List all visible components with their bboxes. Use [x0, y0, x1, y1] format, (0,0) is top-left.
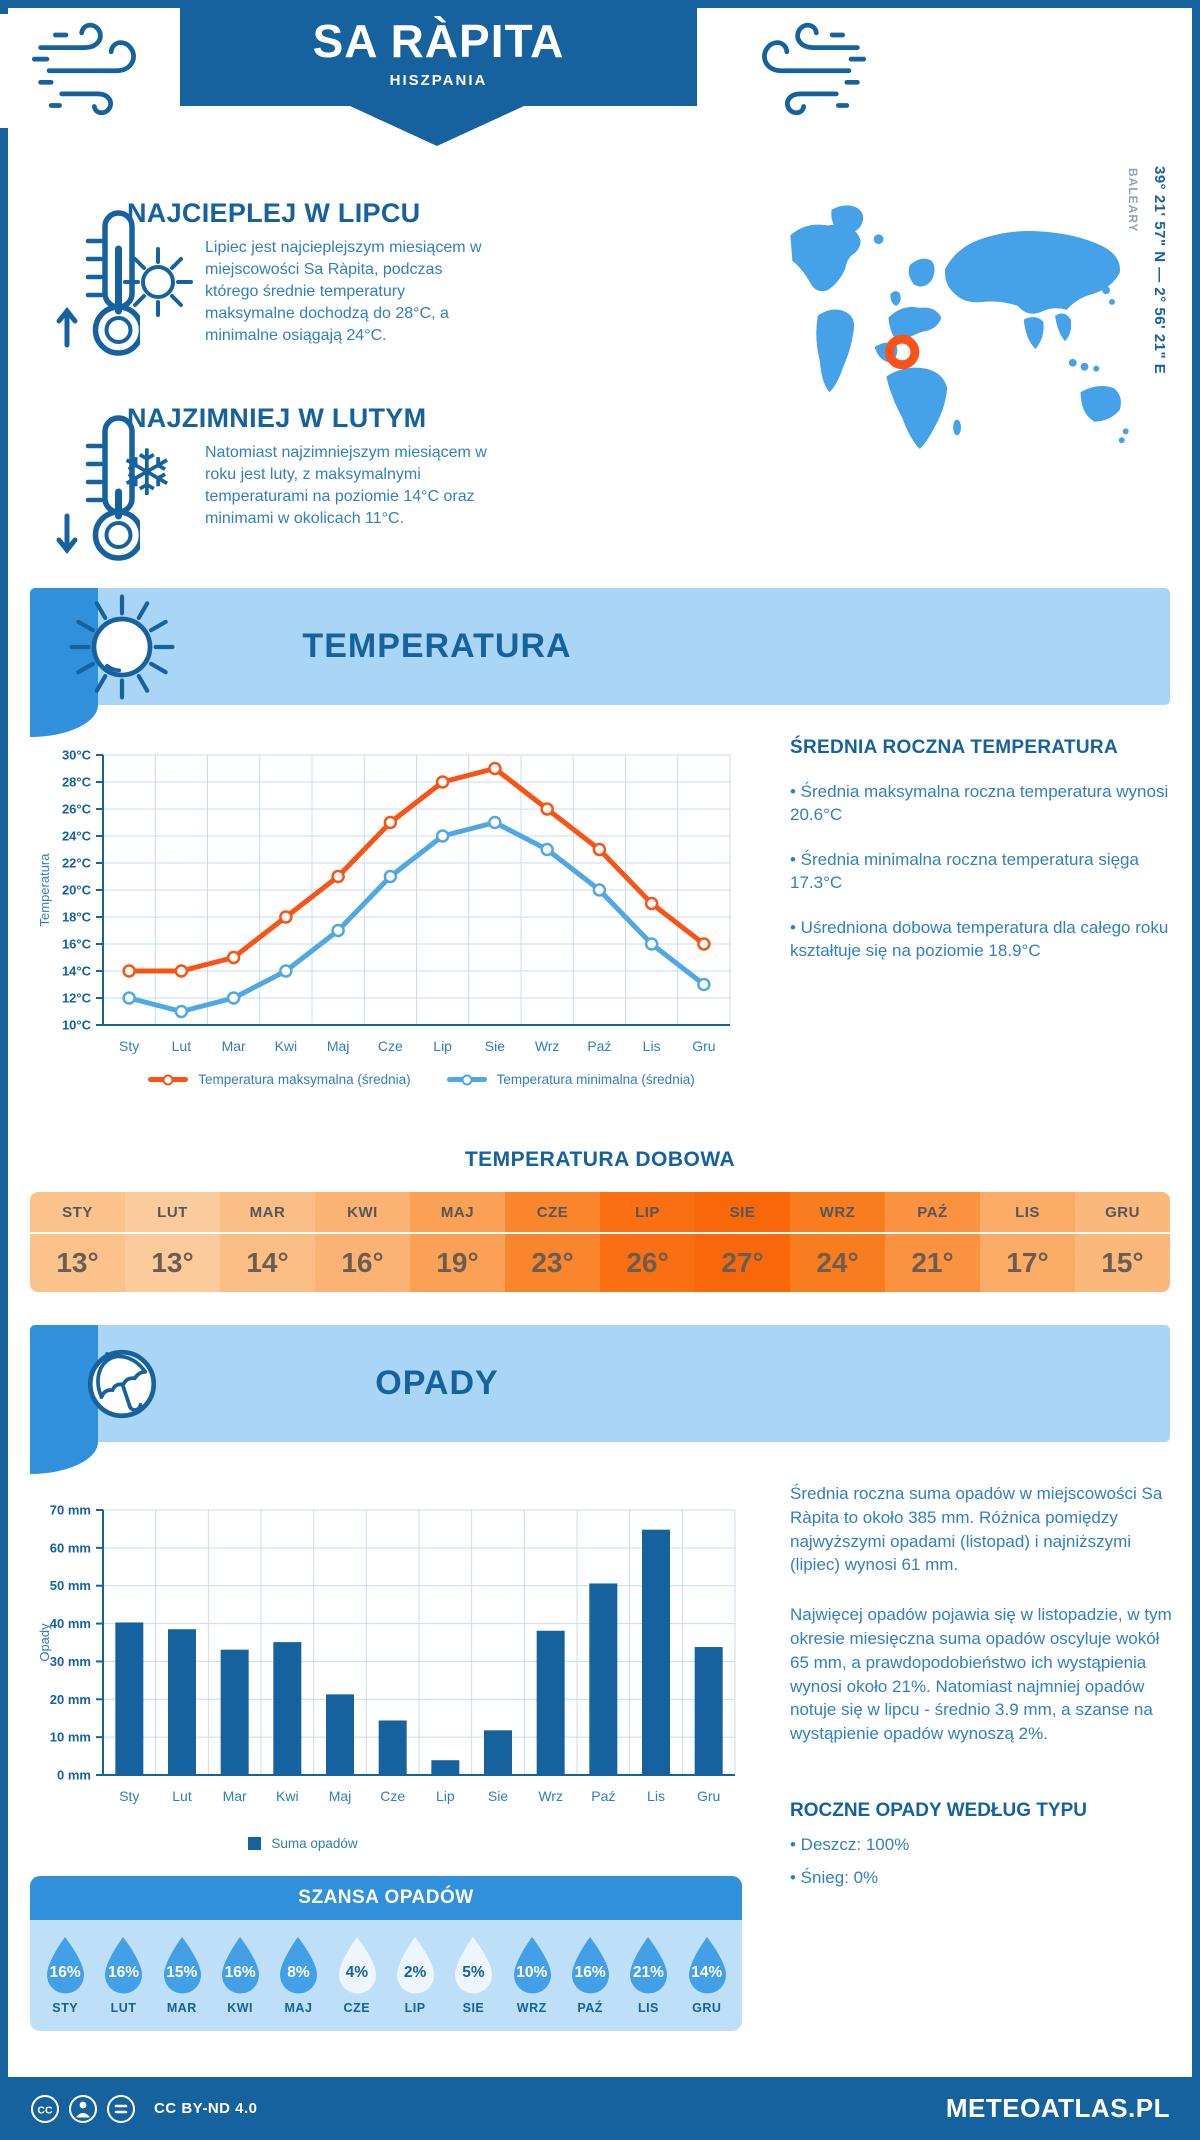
annual-bullet: • Średnia minimalna roczna temperatura sięga 17.3°C: [790, 849, 1139, 893]
y-tick-label: 50 mm: [49, 1578, 91, 1594]
chance-month: PAŹ: [577, 2001, 603, 2015]
data-point: [646, 939, 657, 950]
precip-chance-drop: [37, 1934, 93, 2015]
precipitation-paragraph: Średnia roczna suma opadów w miejscowości Sa Ràpita to około 385 mm. Różnica pomiędzy najwyższymi opadami (listopad) i najniższymi (lipiec) wynosi 61 mm.: [790, 1484, 1163, 1575]
chance-value: 21%: [632, 1964, 664, 1981]
legend-item: [148, 1072, 410, 1087]
annual-temperature-bullets: [790, 780, 1180, 963]
coldest-month-title: NAJZIMNIEJ W LUTYM: [127, 403, 427, 433]
data-point: [124, 966, 135, 977]
x-tick-label: Maj: [326, 1038, 350, 1054]
brand-label: METEOATLAS.PL: [945, 2093, 1170, 2123]
x-tick-label: Sie: [484, 1038, 505, 1054]
precipitation-type-bullet: • Śnieg: 0%: [790, 1867, 879, 1887]
x-tick-label: Wrz: [538, 1788, 563, 1804]
chance-month: SIE: [462, 2001, 485, 2015]
precipitation-type-bullet: • Deszcz: 100%: [790, 1834, 910, 1854]
x-tick-label: Kwi: [276, 1788, 299, 1804]
daily-temp-cell: [30, 1192, 125, 1292]
y-axis-title: Opady: [37, 1623, 52, 1662]
daily-temp-month: MAR: [220, 1192, 315, 1234]
world-map: [788, 200, 1132, 450]
temperature-chart-legend: [103, 1072, 740, 1087]
line-chart-body: [37, 748, 730, 1055]
data-point: [385, 817, 396, 828]
daily-temp-value: 17°: [1006, 1247, 1049, 1278]
precipitation-section-title: OPADY: [375, 1364, 499, 1402]
daily-temp-month: LIP: [600, 1192, 695, 1234]
precipitation-chance-drops: [30, 1920, 742, 2031]
x-tick-label: Lut: [171, 1038, 192, 1054]
data-point: [176, 966, 187, 977]
chance-value: 16%: [574, 1964, 606, 1981]
data-point: [489, 763, 500, 774]
y-tick-label: 10 mm: [49, 1729, 91, 1745]
chance-value: 15%: [166, 1964, 198, 1981]
data-point: [228, 993, 239, 1004]
daily-temp-cell: [790, 1192, 885, 1292]
chance-value: 16%: [49, 1964, 81, 1981]
x-tick-label: Lut: [172, 1788, 192, 1804]
y-tick-label: 16°C: [61, 936, 91, 952]
precip-chance-drop: [154, 1934, 210, 2015]
license-group: [30, 2094, 258, 2124]
daily-temp-cell: [1075, 1192, 1170, 1292]
annual-temperature-title: ŚREDNIA ROCZNA TEMPERATURA: [790, 737, 1118, 758]
y-axis-title: Temperatura: [37, 853, 52, 927]
x-tick-label: Wrz: [534, 1038, 560, 1054]
daily-temp-cell: [220, 1192, 315, 1292]
x-tick-label: Sie: [487, 1788, 509, 1804]
precipitation-chance-title: SZANSA OPADÓW: [30, 1876, 742, 1920]
chance-month: LIS: [637, 2001, 659, 2015]
x-tick-label: Cze: [380, 1788, 406, 1804]
chance-month: KWI: [227, 2001, 254, 2015]
cc-icon: [30, 2094, 60, 2124]
data-point: [542, 844, 553, 855]
x-tick-label: Mar: [221, 1038, 246, 1054]
title-banner: [180, 0, 697, 106]
precip-chance-drop: [679, 1934, 735, 2015]
x-tick-label: Lis: [647, 1788, 665, 1804]
daily-temp-month: MAJ: [410, 1192, 505, 1234]
daily-temp-value: 27°: [721, 1247, 764, 1278]
data-point: [542, 804, 553, 815]
sun-icon: [118, 242, 198, 322]
daily-temp-value: 16°: [341, 1247, 384, 1278]
coldest-month-section: [30, 395, 775, 595]
precipitation-panel: [790, 1482, 1180, 1888]
banner-ribbon-tail: [350, 106, 524, 146]
data-point: [646, 898, 657, 909]
x-tick-label: Paź: [591, 1788, 616, 1804]
chance-month: MAR: [166, 2001, 197, 2015]
bar: [273, 1642, 301, 1775]
precip-chance-drop: [620, 1934, 676, 2015]
data-point: [385, 871, 396, 882]
daily-temp-month: WRZ: [790, 1192, 885, 1234]
chance-value: 16%: [107, 1964, 139, 1981]
x-tick-label: Sty: [119, 1788, 140, 1804]
x-tick-label: Cze: [377, 1038, 403, 1054]
daily-temp-value: 26°: [626, 1247, 669, 1278]
daily-temp-value: 24°: [816, 1247, 859, 1278]
daily-temp-month: GRU: [1075, 1192, 1170, 1234]
daily-temperature-title: TEMPERATURA DOBOWA: [464, 1148, 736, 1171]
bar: [589, 1583, 617, 1775]
precip-chance-drop: [387, 1934, 443, 2015]
daily-temp-value: 15°: [1101, 1247, 1144, 1278]
chance-month: STY: [52, 2001, 79, 2015]
y-tick-label: 60 mm: [49, 1540, 91, 1556]
bar: [326, 1694, 354, 1775]
bar: [537, 1631, 565, 1775]
data-point: [176, 1006, 187, 1017]
x-tick-label: Gru: [696, 1788, 721, 1804]
precipitation-bar-chart: [35, 1477, 745, 1847]
precip-chance-drop: [329, 1934, 385, 2015]
precip-chance-drop: [212, 1934, 268, 2015]
daily-temp-value: 19°: [436, 1247, 479, 1278]
x-tick-label: Mar: [222, 1788, 247, 1804]
chance-value: 5%: [462, 1964, 485, 1981]
x-tick-label: Maj: [328, 1788, 352, 1804]
y-tick-label: 26°C: [61, 801, 91, 817]
daily-temp-month: KWI: [315, 1192, 410, 1234]
warmest-month-text: Lipiec jest najcieplejszym miesiącem w miejscowości Sa Ràpita, podczas którego średnie temperatury maksymalne dochodzą do 28°C, a minimalne osiągają 24°C.: [205, 239, 482, 345]
daily-temp-value: 14°: [246, 1247, 289, 1278]
chance-month: WRZ: [516, 2001, 547, 2015]
precipitation-type-bullets: [790, 1835, 1180, 1888]
no-derivatives-icon: [106, 2094, 136, 2124]
bar: [115, 1622, 143, 1775]
y-tick-label: 10°C: [61, 1017, 91, 1033]
wind-icon: [750, 16, 870, 116]
license-label: CC BY-ND 4.0: [154, 2100, 258, 2117]
precipitation-chart-legend: [103, 1836, 503, 1851]
data-point: [333, 925, 344, 936]
data-point: [280, 912, 291, 923]
chance-value: 10%: [516, 1964, 548, 1981]
precip-chance-drop: [95, 1934, 151, 2015]
bar: [221, 1650, 249, 1775]
y-tick-label: 0 mm: [57, 1767, 91, 1783]
page-subtitle: HISZPANIA: [389, 72, 488, 89]
chance-value: 4%: [345, 1964, 368, 1981]
temperature-line-chart: [35, 685, 745, 1085]
data-point: [489, 817, 500, 828]
chance-value: 2%: [403, 1964, 427, 1981]
x-tick-label: Paź: [587, 1038, 612, 1054]
x-tick-label: Kwi: [274, 1038, 298, 1054]
y-tick-label: 40 mm: [49, 1616, 91, 1632]
daily-temp-month: CZE: [505, 1192, 600, 1234]
precipitation-chance-box: [30, 1876, 742, 2031]
region-label: BALEARY: [1126, 168, 1140, 233]
data-point: [228, 952, 239, 963]
warmest-month-title: NAJCIEPLEJ W LIPCU: [127, 198, 421, 228]
daily-temp-month: LUT: [125, 1192, 220, 1234]
precip-chance-drop: [270, 1934, 326, 2015]
data-point: [124, 993, 135, 1004]
data-point: [698, 939, 709, 950]
precip-chance-drop: [504, 1934, 560, 2015]
bar: [431, 1760, 459, 1775]
x-tick-label: Sty: [119, 1038, 140, 1054]
y-tick-label: 30 mm: [49, 1653, 91, 1669]
wind-icon: [28, 16, 148, 116]
daily-temp-cell: [885, 1192, 980, 1292]
temperature-section-title: TEMPERATURA: [302, 627, 572, 665]
daily-temperature-table: [30, 1192, 1170, 1292]
x-tick-label: Lis: [642, 1038, 661, 1054]
daily-temp-month: SIE: [695, 1192, 790, 1234]
daily-temp-value: 13°: [151, 1247, 194, 1278]
snowflake-icon: ❄: [120, 437, 174, 509]
bar-chart-body: [37, 1503, 735, 1805]
x-tick-label: Gru: [692, 1038, 716, 1054]
y-tick-label: 30°C: [61, 747, 91, 763]
daily-temp-month: STY: [30, 1192, 125, 1234]
band-curl: [30, 1442, 98, 1474]
daily-temp-cell: [125, 1192, 220, 1292]
chance-month: LIP: [404, 2001, 426, 2015]
bar: [695, 1647, 723, 1775]
precipitation-paragraphs: [790, 1482, 1180, 1746]
annual-bullet: • Średnia maksymalna roczna temperatura wynosi 20.6°C: [790, 782, 1169, 825]
precipitation-paragraph: Najwięcej opadów pojawia się w listopadzie, w tym okresie miesięczna suma opadów oscyluje wokół 65 mm, a prawdopodobieństwo ich wystąpienia wynosi około 21%. Natomiast najmniej opadów notuje się w lipcu - średnio 3.9 mm, a szanse na wystąpienie opadów wynoszą 2%.: [790, 1605, 1172, 1744]
x-tick-label: Lip: [435, 1788, 455, 1804]
data-point: [594, 885, 605, 896]
daily-temp-cell: [600, 1192, 695, 1292]
coldest-month-text: Natomiast najzimniejszym miesiącem w roku jest luty, z maksymalnymi temperaturami na poziomie 14°C oraz minimami w okolicach 11°C.: [205, 444, 487, 528]
y-tick-label: 14°C: [61, 963, 91, 979]
data-point: [280, 966, 291, 977]
legend-item: [248, 1836, 357, 1851]
svg-text:CC: CC: [37, 2104, 53, 2116]
y-tick-label: 12°C: [61, 990, 91, 1006]
precip-chance-drop: [562, 1934, 618, 2015]
warmest-month-section: [30, 190, 775, 390]
daily-temp-month: LIS: [980, 1192, 1075, 1234]
precipitation-section-band: [30, 1325, 1170, 1442]
precipitation-types-title: ROCZNE OPADY WEDŁUG TYPU: [790, 1799, 1087, 1821]
chance-value: 14%: [691, 1964, 723, 1981]
data-point: [698, 979, 709, 990]
y-tick-label: 70 mm: [49, 1502, 91, 1518]
x-tick-label: Lip: [433, 1038, 452, 1054]
y-tick-label: 28°C: [61, 774, 91, 790]
y-tick-label: 18°C: [61, 909, 91, 925]
coordinates-label: 39° 21' 57" N — 2° 56' 21" E: [1151, 166, 1168, 375]
daily-temp-cell: [980, 1192, 1075, 1292]
chance-month: LUT: [110, 2001, 137, 2015]
daily-temp-cell: [695, 1192, 790, 1292]
chance-month: GRU: [692, 2001, 722, 2015]
daily-temp-cell: [410, 1192, 505, 1292]
y-tick-label: 20°C: [61, 882, 91, 898]
map-continents: [790, 205, 1128, 449]
attribution-icon: [68, 2094, 98, 2124]
daily-temp-value: 13°: [56, 1247, 99, 1278]
footer: [0, 2077, 1200, 2140]
chance-value: 16%: [224, 1964, 256, 1981]
bar: [379, 1720, 407, 1775]
daily-temp-month: PAŹ: [885, 1192, 980, 1234]
annual-bullet: • Uśredniona dobowa temperatura dla całego roku kształtuje się na poziomie 18.9°C: [790, 917, 1169, 961]
chance-month: MAJ: [284, 2001, 313, 2015]
legend-label: Suma opadów: [271, 1836, 358, 1851]
annual-temperature-panel: [790, 737, 1180, 963]
bar: [484, 1730, 512, 1775]
daily-temp-cell: [505, 1192, 600, 1292]
legend-label: Temperatura minimalna (średnia): [496, 1072, 695, 1087]
y-tick-label: 22°C: [61, 855, 91, 871]
legend-item: [447, 1072, 695, 1087]
location-marker: [889, 339, 914, 364]
precip-chance-drop: [445, 1934, 501, 2015]
daily-temp-value: 21°: [911, 1247, 954, 1278]
data-point: [594, 844, 605, 855]
data-point: [333, 871, 344, 882]
chance-value: 8%: [287, 1964, 310, 1981]
bar: [168, 1629, 196, 1775]
page-title: SA RÀPITA: [312, 15, 565, 67]
daily-temp-cell: [315, 1192, 410, 1292]
data-point: [437, 831, 448, 842]
data-point: [437, 777, 448, 788]
legend-label: Temperatura maksymalna (średnia): [198, 1072, 411, 1087]
bar: [642, 1530, 670, 1775]
y-tick-label: 20 mm: [49, 1691, 91, 1707]
y-tick-label: 24°C: [61, 828, 91, 844]
chance-month: CZE: [343, 2001, 371, 2015]
daily-temp-value: 23°: [531, 1247, 574, 1278]
